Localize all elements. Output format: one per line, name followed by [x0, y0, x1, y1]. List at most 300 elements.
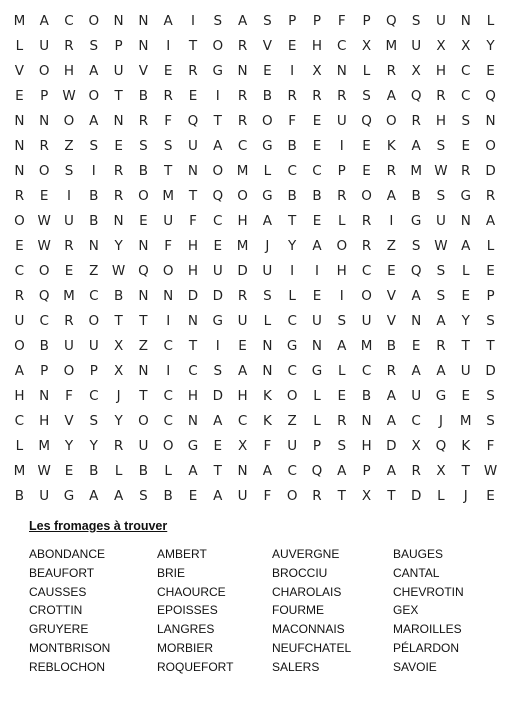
grid-letter[interactable]: N: [138, 37, 149, 54]
grid-letter[interactable]: Q: [485, 87, 496, 104]
grid-letter[interactable]: S: [337, 437, 347, 454]
grid-letter[interactable]: N: [163, 287, 174, 304]
grid-letter[interactable]: O: [38, 262, 50, 279]
grid-letter[interactable]: R: [163, 87, 173, 104]
grid-letter[interactable]: E: [15, 237, 24, 254]
grid-letter[interactable]: N: [460, 12, 471, 29]
grid-letter[interactable]: M: [236, 237, 249, 254]
grid-letter[interactable]: R: [237, 287, 248, 304]
grid-letter[interactable]: E: [312, 112, 322, 129]
grid-letter[interactable]: Q: [410, 262, 422, 279]
grid-letter[interactable]: P: [288, 12, 297, 29]
grid-letter[interactable]: I: [389, 212, 394, 229]
grid-letter[interactable]: N: [138, 237, 149, 254]
grid-letter[interactable]: I: [166, 37, 171, 54]
grid-letter[interactable]: M: [459, 412, 472, 429]
grid-letter[interactable]: Y: [288, 237, 297, 254]
grid-letter[interactable]: Y: [64, 437, 74, 454]
grid-letter[interactable]: I: [290, 62, 295, 79]
grid-letter[interactable]: T: [188, 187, 198, 204]
grid-letter[interactable]: U: [64, 337, 74, 354]
grid-letter[interactable]: O: [162, 262, 174, 279]
grid-letter[interactable]: N: [262, 337, 273, 354]
grid-letter[interactable]: O: [88, 87, 100, 104]
grid-letter[interactable]: B: [287, 187, 297, 204]
grid-letter[interactable]: A: [337, 462, 347, 479]
grid-letter[interactable]: A: [411, 362, 421, 379]
grid-letter[interactable]: N: [361, 412, 372, 429]
grid-letter[interactable]: A: [411, 287, 421, 304]
grid-letter[interactable]: R: [386, 62, 397, 79]
grid-letter[interactable]: R: [361, 237, 372, 254]
grid-letter[interactable]: T: [114, 87, 123, 104]
grid-letter[interactable]: S: [89, 37, 99, 54]
grid-letter[interactable]: X: [436, 37, 446, 54]
grid-letter[interactable]: M: [63, 287, 75, 304]
grid-letter[interactable]: D: [410, 487, 422, 504]
grid-letter[interactable]: R: [237, 87, 248, 104]
grid-letter[interactable]: C: [14, 262, 25, 279]
grid-letter[interactable]: D: [187, 287, 199, 304]
grid-letter[interactable]: U: [336, 112, 347, 129]
grid-letter[interactable]: O: [485, 137, 496, 154]
grid-letter[interactable]: R: [386, 362, 397, 379]
grid-letter[interactable]: C: [89, 287, 99, 304]
grid-letter[interactable]: U: [237, 487, 248, 504]
grid-letter[interactable]: P: [40, 362, 49, 379]
grid-letter[interactable]: N: [187, 312, 199, 329]
grid-letter[interactable]: U: [163, 212, 174, 229]
grid-letter[interactable]: S: [139, 487, 148, 504]
grid-letter[interactable]: B: [39, 337, 49, 354]
grid-letter[interactable]: J: [116, 387, 121, 404]
grid-letter[interactable]: L: [164, 462, 172, 479]
grid-letter[interactable]: C: [287, 362, 297, 379]
grid-letter[interactable]: G: [63, 487, 75, 504]
grid-letter[interactable]: F: [164, 237, 173, 254]
grid-letter[interactable]: A: [237, 12, 248, 29]
grid-letter[interactable]: I: [190, 12, 195, 29]
grid-letter[interactable]: M: [360, 337, 373, 354]
grid-letter[interactable]: E: [188, 487, 198, 504]
grid-letter[interactable]: A: [237, 362, 248, 379]
grid-letter[interactable]: N: [39, 387, 50, 404]
grid-letter[interactable]: A: [411, 137, 421, 154]
grid-letter[interactable]: O: [361, 287, 372, 304]
grid-letter[interactable]: I: [314, 262, 319, 279]
grid-letter[interactable]: D: [237, 262, 248, 279]
grid-letter[interactable]: O: [63, 112, 75, 129]
grid-letter[interactable]: U: [237, 312, 248, 329]
grid-letter[interactable]: U: [14, 312, 25, 329]
grid-letter[interactable]: U: [411, 37, 422, 54]
grid-letter[interactable]: O: [212, 162, 224, 179]
grid-letter[interactable]: M: [13, 12, 26, 29]
grid-letter[interactable]: L: [114, 462, 123, 479]
grid-letter[interactable]: M: [162, 187, 174, 204]
grid-letter[interactable]: B: [312, 187, 322, 204]
grid-letter[interactable]: S: [89, 412, 99, 429]
grid-letter[interactable]: P: [312, 437, 322, 454]
grid-letter[interactable]: B: [89, 212, 99, 229]
grid-letter[interactable]: C: [361, 262, 372, 279]
grid-letter[interactable]: N: [237, 462, 248, 479]
grid-letter[interactable]: O: [162, 437, 174, 454]
grid-letter[interactable]: R: [337, 412, 347, 429]
grid-letter[interactable]: O: [138, 187, 149, 204]
grid-letter[interactable]: I: [215, 87, 220, 104]
grid-letter[interactable]: E: [362, 137, 371, 154]
grid-letter[interactable]: B: [262, 87, 272, 104]
grid-letter[interactable]: U: [361, 312, 372, 329]
grid-letter[interactable]: B: [386, 337, 396, 354]
grid-letter[interactable]: B: [138, 162, 149, 179]
grid-letter[interactable]: F: [486, 437, 495, 454]
grid-letter[interactable]: Q: [386, 12, 397, 29]
grid-letter[interactable]: E: [263, 62, 272, 79]
grid-letter[interactable]: T: [213, 462, 222, 479]
grid-letter[interactable]: J: [463, 487, 468, 504]
grid-letter[interactable]: S: [337, 312, 347, 329]
grid-letter[interactable]: M: [410, 162, 422, 179]
grid-letter[interactable]: K: [262, 412, 272, 429]
grid-letter[interactable]: B: [113, 287, 124, 304]
grid-letter[interactable]: O: [88, 12, 100, 29]
grid-letter[interactable]: C: [163, 337, 173, 354]
grid-letter[interactable]: Q: [212, 187, 224, 204]
grid-letter[interactable]: S: [411, 12, 421, 29]
grid-letter[interactable]: S: [486, 387, 495, 404]
grid-letter[interactable]: T: [188, 37, 198, 54]
grid-letter[interactable]: D: [212, 387, 223, 404]
grid-letter[interactable]: N: [138, 362, 149, 379]
grid-letter[interactable]: R: [411, 462, 421, 479]
grid-letter[interactable]: E: [387, 262, 396, 279]
grid-letter[interactable]: B: [14, 487, 25, 504]
grid-letter[interactable]: G: [410, 212, 422, 229]
grid-letter[interactable]: E: [461, 287, 470, 304]
grid-letter[interactable]: D: [485, 362, 496, 379]
grid-letter[interactable]: C: [461, 87, 471, 104]
grid-letter[interactable]: O: [14, 212, 25, 229]
grid-letter[interactable]: R: [64, 237, 74, 254]
grid-letter[interactable]: H: [435, 62, 447, 79]
grid-letter[interactable]: A: [188, 462, 198, 479]
grid-letter[interactable]: L: [437, 487, 445, 504]
grid-letter[interactable]: N: [311, 337, 323, 354]
grid-letter[interactable]: S: [461, 112, 471, 129]
grid-letter[interactable]: R: [14, 187, 25, 204]
grid-letter[interactable]: H: [14, 387, 25, 404]
grid-letter[interactable]: E: [15, 87, 24, 104]
grid-letter[interactable]: R: [312, 487, 322, 504]
grid-letter[interactable]: H: [311, 37, 323, 54]
grid-letter[interactable]: C: [237, 412, 248, 429]
grid-letter[interactable]: U: [436, 212, 446, 229]
grid-letter[interactable]: C: [14, 412, 25, 429]
grid-letter[interactable]: H: [187, 237, 199, 254]
grid-letter[interactable]: T: [164, 162, 173, 179]
grid-letter[interactable]: E: [461, 387, 470, 404]
grid-letter[interactable]: Y: [461, 312, 470, 329]
grid-letter[interactable]: H: [336, 262, 347, 279]
grid-letter[interactable]: H: [237, 387, 248, 404]
grid-letter[interactable]: S: [436, 287, 446, 304]
grid-letter[interactable]: Y: [114, 412, 123, 429]
grid-letter[interactable]: X: [237, 437, 248, 454]
grid-letter[interactable]: P: [362, 462, 371, 479]
grid-letter[interactable]: P: [486, 287, 495, 304]
grid-letter[interactable]: Z: [89, 262, 99, 279]
grid-letter[interactable]: A: [386, 187, 396, 204]
grid-letter[interactable]: Z: [138, 337, 148, 354]
grid-letter[interactable]: Y: [89, 437, 98, 454]
grid-letter[interactable]: R: [64, 312, 74, 329]
grid-letter[interactable]: C: [39, 312, 49, 329]
grid-letter[interactable]: O: [237, 187, 248, 204]
grid-letter[interactable]: M: [13, 462, 26, 479]
grid-letter[interactable]: A: [89, 487, 99, 504]
grid-letter[interactable]: X: [113, 362, 124, 379]
grid-letter[interactable]: U: [212, 262, 223, 279]
grid-letter[interactable]: A: [312, 237, 322, 254]
grid-letter[interactable]: G: [187, 437, 199, 454]
grid-letter[interactable]: N: [262, 362, 273, 379]
grid-letter[interactable]: T: [188, 337, 198, 354]
grid-letter[interactable]: G: [435, 387, 447, 404]
grid-letter[interactable]: P: [114, 37, 123, 54]
grid-letter[interactable]: A: [461, 237, 471, 254]
grid-letter[interactable]: Y: [114, 237, 123, 254]
grid-letter[interactable]: S: [64, 162, 74, 179]
grid-letter[interactable]: P: [312, 12, 322, 29]
grid-letter[interactable]: B: [138, 462, 149, 479]
grid-letter[interactable]: A: [89, 62, 99, 79]
grid-letter[interactable]: F: [288, 112, 297, 129]
grid-letter[interactable]: U: [460, 362, 471, 379]
grid-letter[interactable]: G: [286, 337, 298, 354]
grid-letter[interactable]: U: [287, 437, 298, 454]
grid-letter[interactable]: H: [187, 262, 199, 279]
grid-letter[interactable]: E: [486, 487, 495, 504]
grid-letter[interactable]: N: [411, 312, 422, 329]
grid-letter[interactable]: R: [386, 162, 397, 179]
grid-letter[interactable]: E: [312, 287, 322, 304]
grid-letter[interactable]: Q: [138, 262, 149, 279]
grid-letter[interactable]: G: [311, 362, 323, 379]
grid-letter[interactable]: Z: [64, 137, 74, 154]
grid-letter[interactable]: B: [138, 87, 149, 104]
grid-letter[interactable]: G: [262, 137, 273, 154]
grid-letter[interactable]: T: [337, 487, 346, 504]
grid-letter[interactable]: A: [337, 337, 347, 354]
grid-letter[interactable]: E: [64, 262, 74, 279]
grid-letter[interactable]: D: [386, 437, 397, 454]
grid-letter[interactable]: F: [337, 12, 346, 29]
grid-letter[interactable]: G: [262, 187, 273, 204]
grid-letter[interactable]: V: [138, 62, 148, 79]
grid-letter[interactable]: X: [461, 37, 471, 54]
grid-letter[interactable]: W: [62, 87, 76, 104]
grid-letter[interactable]: W: [37, 212, 51, 229]
grid-letter[interactable]: L: [337, 362, 346, 379]
grid-letter[interactable]: R: [411, 112, 421, 129]
grid-letter[interactable]: O: [63, 362, 75, 379]
grid-letter[interactable]: N: [88, 237, 99, 254]
grid-letter[interactable]: F: [65, 387, 73, 404]
grid-letter[interactable]: W: [483, 462, 498, 479]
grid-letter[interactable]: S: [213, 12, 223, 29]
grid-letter[interactable]: S: [263, 12, 272, 29]
grid-letter[interactable]: Q: [311, 462, 323, 479]
grid-letter[interactable]: N: [113, 212, 124, 229]
grid-letter[interactable]: S: [411, 237, 421, 254]
grid-letter[interactable]: R: [64, 37, 74, 54]
grid-letter[interactable]: E: [486, 62, 495, 79]
grid-letter[interactable]: N: [237, 62, 248, 79]
grid-letter[interactable]: H: [435, 112, 447, 129]
grid-letter[interactable]: B: [89, 462, 99, 479]
grid-letter[interactable]: N: [14, 162, 25, 179]
grid-letter[interactable]: C: [287, 462, 297, 479]
grid-letter[interactable]: X: [113, 337, 124, 354]
grid-letter[interactable]: P: [362, 12, 371, 29]
grid-letter[interactable]: E: [64, 462, 74, 479]
grid-letter[interactable]: Z: [386, 237, 396, 254]
grid-letter[interactable]: A: [262, 212, 272, 229]
grid-letter[interactable]: D: [485, 162, 496, 179]
grid-letter[interactable]: C: [337, 37, 347, 54]
grid-letter[interactable]: V: [64, 412, 74, 429]
grid-letter[interactable]: C: [64, 12, 74, 29]
grid-letter[interactable]: S: [89, 137, 99, 154]
grid-letter[interactable]: A: [262, 462, 272, 479]
grid-letter[interactable]: I: [67, 187, 71, 204]
grid-letter[interactable]: O: [286, 487, 298, 504]
grid-letter[interactable]: F: [263, 487, 272, 504]
grid-letter[interactable]: N: [113, 12, 124, 29]
grid-letter[interactable]: O: [386, 112, 397, 129]
grid-letter[interactable]: K: [262, 387, 272, 404]
grid-letter[interactable]: R: [138, 112, 149, 129]
grid-letter[interactable]: A: [436, 362, 446, 379]
grid-letter[interactable]: C: [287, 162, 297, 179]
grid-letter[interactable]: B: [89, 187, 99, 204]
grid-letter[interactable]: C: [361, 362, 372, 379]
grid-letter[interactable]: N: [336, 62, 347, 79]
grid-letter[interactable]: U: [262, 262, 273, 279]
grid-letter[interactable]: A: [386, 412, 396, 429]
grid-letter[interactable]: R: [14, 287, 25, 304]
grid-letter[interactable]: B: [163, 487, 173, 504]
grid-letter[interactable]: N: [138, 287, 149, 304]
grid-letter[interactable]: O: [336, 237, 348, 254]
grid-letter[interactable]: R: [113, 162, 124, 179]
grid-letter[interactable]: X: [411, 437, 421, 454]
grid-letter[interactable]: R: [436, 87, 446, 104]
grid-letter[interactable]: S: [139, 137, 148, 154]
grid-letter[interactable]: S: [436, 187, 446, 204]
grid-letter[interactable]: O: [286, 387, 298, 404]
grid-letter[interactable]: X: [436, 462, 446, 479]
grid-letter[interactable]: T: [139, 387, 148, 404]
grid-letter[interactable]: B: [361, 387, 372, 404]
grid-letter[interactable]: B: [287, 137, 297, 154]
grid-letter[interactable]: S: [486, 312, 495, 329]
grid-letter[interactable]: X: [411, 62, 421, 79]
grid-letter[interactable]: X: [312, 62, 322, 79]
grid-letter[interactable]: O: [138, 412, 149, 429]
grid-letter[interactable]: A: [386, 462, 396, 479]
grid-letter[interactable]: R: [237, 37, 248, 54]
grid-letter[interactable]: Z: [287, 412, 297, 429]
grid-letter[interactable]: L: [362, 62, 371, 79]
grid-letter[interactable]: R: [237, 112, 248, 129]
grid-letter[interactable]: L: [15, 37, 24, 54]
grid-letter[interactable]: L: [486, 237, 495, 254]
grid-letter[interactable]: R: [461, 162, 471, 179]
grid-letter[interactable]: W: [434, 162, 448, 179]
grid-letter[interactable]: E: [362, 162, 371, 179]
grid-letter[interactable]: A: [213, 412, 223, 429]
grid-letter[interactable]: C: [461, 62, 471, 79]
grid-letter[interactable]: H: [63, 62, 75, 79]
grid-letter[interactable]: U: [39, 37, 50, 54]
grid-letter[interactable]: A: [213, 137, 223, 154]
grid-letter[interactable]: J: [438, 412, 443, 429]
grid-letter[interactable]: N: [138, 12, 149, 29]
grid-letter[interactable]: T: [213, 112, 222, 129]
grid-letter[interactable]: C: [411, 412, 421, 429]
grid-letter[interactable]: C: [188, 362, 198, 379]
grid-letter[interactable]: O: [88, 312, 100, 329]
grid-letter[interactable]: L: [313, 387, 321, 404]
grid-letter[interactable]: U: [312, 312, 322, 329]
grid-letter[interactable]: E: [139, 212, 148, 229]
grid-letter[interactable]: G: [212, 62, 223, 79]
grid-letter[interactable]: A: [89, 112, 99, 129]
grid-letter[interactable]: E: [312, 212, 322, 229]
grid-letter[interactable]: A: [436, 312, 446, 329]
grid-letter[interactable]: F: [263, 437, 272, 454]
grid-letter[interactable]: N: [14, 112, 25, 129]
grid-letter[interactable]: S: [263, 287, 272, 304]
grid-letter[interactable]: U: [411, 387, 422, 404]
grid-letter[interactable]: I: [91, 162, 96, 179]
grid-letter[interactable]: O: [262, 112, 273, 129]
grid-letter[interactable]: R: [361, 212, 372, 229]
grid-letter[interactable]: C: [312, 162, 322, 179]
grid-letter[interactable]: W: [111, 262, 126, 279]
grid-letter[interactable]: R: [287, 87, 297, 104]
grid-letter[interactable]: T: [486, 337, 495, 354]
grid-letter[interactable]: V: [14, 62, 25, 79]
grid-letter[interactable]: R: [312, 87, 322, 104]
grid-letter[interactable]: O: [361, 187, 372, 204]
grid-letter[interactable]: Q: [435, 437, 447, 454]
grid-letter[interactable]: S: [362, 87, 371, 104]
grid-letter[interactable]: T: [461, 337, 470, 354]
grid-letter[interactable]: F: [164, 112, 173, 129]
grid-letter[interactable]: A: [213, 487, 223, 504]
grid-letter[interactable]: L: [486, 12, 495, 29]
grid-letter[interactable]: N: [187, 162, 199, 179]
grid-letter[interactable]: S: [436, 137, 446, 154]
grid-letter[interactable]: R: [337, 87, 347, 104]
grid-letter[interactable]: R: [113, 437, 124, 454]
grid-letter[interactable]: E: [213, 237, 223, 254]
grid-letter[interactable]: S: [163, 137, 173, 154]
